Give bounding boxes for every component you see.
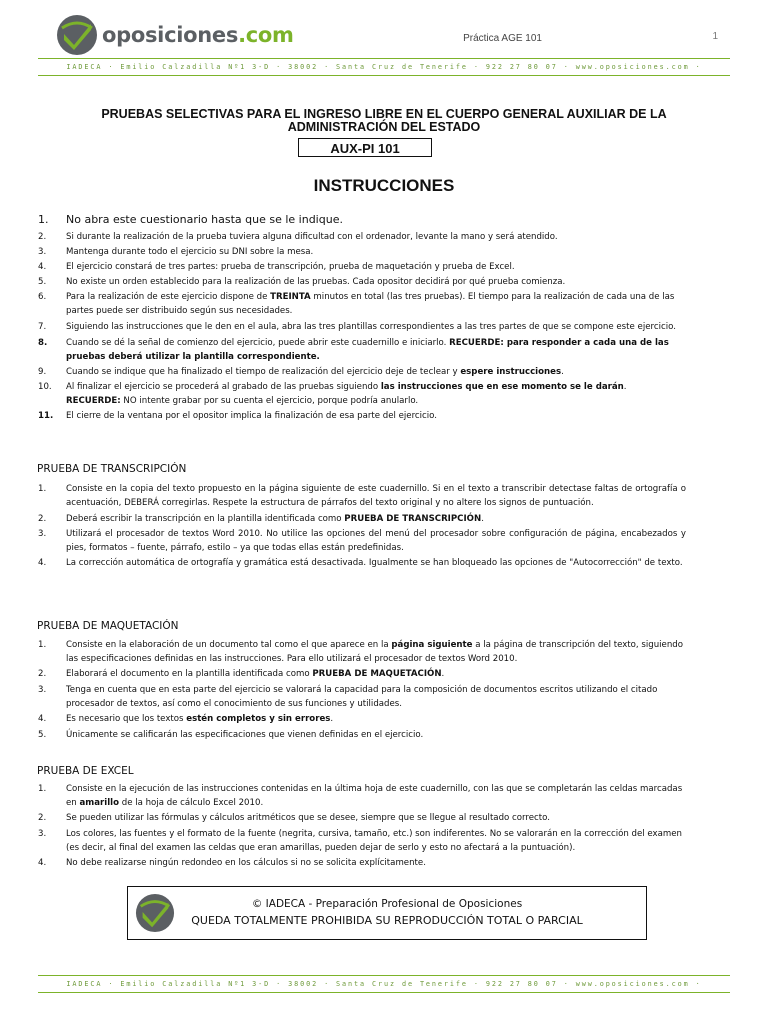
item-text-bold: RECUERDE: para responder a cada una de las pruebas deberá utilizar la plantilla correspondiente. [66,338,669,362]
instructions-list [38,212,686,423]
list-item [38,336,686,364]
item-text-part: Deberá escribir la transcripción en la plantilla identificada como [66,514,345,524]
logo-wordmark-main: oposiciones [102,23,239,47]
item-text: Únicamente se calificarán las especificaciones que vienen definidas en el ejercicio. [66,730,424,740]
item-text: Mantenga durante todo el ejercicio su DNI sobre la mesa. [66,247,314,257]
list-item [38,712,686,726]
item-text-part: minutos en total (las tres pruebas). El tiempo para la realización de cada una de las partes puede ser distribuido según sus necesidades. [66,292,675,316]
item-text: Si durante la realización de la prueba tuviera alguna dificultad con el ordenador, levante la mano y será atendido. [66,232,558,242]
header-address-bar [38,58,730,76]
item-text-bold: TREINTA [270,292,311,302]
item-text-part: . [481,514,484,524]
list-item [38,667,686,681]
excel-list [38,782,686,870]
item-text-part: Consiste en la elaboración de un documento tal como el que aparece en la [66,640,392,650]
item-number: 1. [38,213,49,226]
item-text: La corrección automática de ortografía y gramática está desactivada. Igualmente se han bloqueado las opciones de "Autocorrección" de texto. [66,558,683,568]
item-text-bold: PRUEBA DE TRANSCRIPCIÓN [344,514,482,524]
item-text-part: . [330,714,334,724]
exam-code: AUX-PI 101 [298,138,432,157]
item-number: 4. [38,558,47,568]
page-number: 1 [712,31,718,42]
logo-wordmark-suffix: .com [238,23,294,47]
item-text: Los colores, las fuentes y el formato de la fuente (negrita, cursiva, tamaño, etc.) son indiferentes. No se valorarán en la corrección del examen (es decir, al final del examen las celdas que eran amarillas, pueden dejar de serlo y esto no afectará a la puntuación). [66,829,683,853]
item-text-bold: amarillo [79,798,120,808]
item-number: 1. [38,484,47,494]
footer-address-bar [38,975,730,993]
item-text: El ejercicio constará de tres partes: prueba de transcripción, prueba de maquetación y prueba de Excel. [66,262,515,272]
item-text [66,365,686,379]
item-number: 3. [38,529,47,539]
list-item [38,275,686,289]
item-number: 4. [38,714,47,724]
item-number: 4. [38,858,47,868]
item-text-part: . [561,367,564,377]
item-text-part: Al finalizar el ejercicio se procederá al grabado de las pruebas siguiendo [66,382,381,392]
instructions-heading: INSTRUCCIONES [313,176,455,195]
list-item [38,212,686,228]
list-item [38,782,686,810]
item-text: No debe realizarse ningún redondeo en los cálculos si no se solicita explícitamente. [66,858,426,868]
section-heading-maquetacion: PRUEBA DE MAQUETACIÓN [37,620,179,632]
list-item [38,527,686,555]
maquetacion-list [38,638,686,742]
item-text-part: Consiste en la ejecución de las instrucciones contenidas en la última hoja de este cuadernillo, con las que se completarán las celdas marcadas en [66,784,683,808]
item-text [66,712,686,726]
logo-checkmark-icon [56,14,98,56]
item-text-part: Para la realización de este ejercicio dispone de [66,292,271,302]
list-item [38,512,686,526]
item-number: 8. [38,338,48,348]
item-number: 4. [38,262,47,272]
list-item [38,482,686,510]
item-text: Siguiendo las instrucciones que le den en el aula, abra las tres plantillas correspondientes a las tres partes de que se compone este ejercicio. [66,322,676,332]
item-number: 10. [38,382,52,392]
reproduction-notice: QUEDA TOTALMENTE PROHIBIDA SU REPRODUCCIÓN TOTAL O PARCIAL [191,914,583,927]
item-number: 3. [38,247,47,257]
item-text-part: Cuando se dé la señal de comienzo del ejercicio, puede abrir este cuadernillo e iniciarlo. [66,338,450,348]
item-text [66,512,686,526]
list-item [38,683,686,711]
list-item [38,290,686,318]
item-text-part: Es necesario que los textos [66,714,187,724]
list-item [38,380,686,408]
item-text-bold: espere instrucciones [460,367,562,377]
item-text-part: Elaborará el documento en la plantilla identificada como [66,669,313,679]
item-text: Consiste en la copia del texto propuesto en la página siguiente de este cuadernillo. Si en el texto a transcribir detectase faltas de ortografía o acentuación, DEBERÁ corregirlas. Respete la estructura de párrafos del texto original y no altere los signos de puntuación. [66,484,686,508]
list-item [38,230,686,244]
item-text-part: . [623,382,627,392]
item-number: 7. [38,322,47,332]
item-text: No abra este cuestionario hasta que se le indique. [66,213,343,226]
item-text-part: . [441,669,445,679]
list-item [38,365,686,379]
logo-wordmark [102,23,294,47]
item-number: 2. [38,232,47,242]
document-title: PRUEBAS SELECTIVAS PARA EL INGRESO LIBRE EN EL CUERPO GENERAL AUXILIAR DE LA ADMINISTRACIÓN DEL ESTADO [101,107,667,134]
item-number: 2. [38,813,47,823]
copyright-box [127,886,647,940]
list-item [38,320,686,334]
item-number: 2. [38,514,47,524]
item-text [66,667,686,681]
list-item [38,409,686,423]
item-text [66,638,686,666]
item-text [66,290,686,318]
list-item [38,856,686,870]
brand-logo [56,14,294,56]
item-text [66,380,686,408]
item-text [66,336,686,364]
list-item [38,827,686,855]
header-address: IADECA · Emilio Calzadilla Nº1 3-D · 38002 · Santa Cruz de Tenerife · 922 27 80 07 · www.oposiciones.com · [66,63,702,71]
item-number: 6. [38,292,47,302]
transcripcion-list [38,482,686,570]
section-heading-excel: PRUEBA DE EXCEL [37,765,134,777]
item-text-part: Cuando se indique que ha finalizado el tiempo de realización del ejercicio deje de teclear y [66,367,461,377]
item-number: 9. [38,367,47,377]
practice-label: Práctica AGE 101 [463,33,542,44]
item-number: 1. [38,640,47,650]
list-item [38,245,686,259]
item-text-bold: estén completos y sin errores [186,714,331,724]
list-item [38,811,686,825]
item-text-bold: página siguiente [391,640,473,650]
item-text-bold: PRUEBA DE MAQUETACIÓN [312,669,442,679]
item-text-part: a la página de transcripción del texto, siguiendo las especificaciones definidas en las instrucciones. Para ello utilizará el procesador de textos Word 2010. [66,640,683,664]
list-item [38,728,686,742]
item-text: El cierre de la ventana por el opositor implica la finalización de esa parte del ejercicio. [66,411,437,421]
section-heading-transcripcion: PRUEBA DE TRANSCRIPCIÓN [37,463,187,475]
item-text: No existe un orden establecido para la realización de las pruebas. Cada opositor decidirá por qué prueba comienza. [66,277,566,287]
item-text-part: NO intente grabar por su cuenta el ejercicio, porque podría anularlo. [120,396,419,406]
footer-address: IADECA · Emilio Calzadilla Nº1 3-D · 38002 · Santa Cruz de Tenerife · 922 27 80 07 · www.oposiciones.com · [66,980,702,988]
item-text: Utilizará el procesador de textos Word 2010. No utilice las opciones del menú del procesador sobre configuración de página, encabezados y pies, formatos – fuente, párrafo, estilo – ya que todas ellas están predefinidas. [66,529,686,553]
item-text [66,782,686,810]
item-text-part: de la hoja de cálculo Excel 2010. [119,798,264,808]
item-text: Tenga en cuenta que en esta parte del ejercicio se valorará la capacidad para la composición de documentos escritos utilizando el citado procesador de textos, así como el conocimiento de sus funciones y utilidades. [66,685,658,709]
list-item [38,638,686,666]
copyright-line: © IADECA - Preparación Profesional de Oposiciones [251,898,523,910]
item-text: Se pueden utilizar las fórmulas y cálculos aritméticos que se desee, siempre que se llegue al resultado correcto. [66,813,550,823]
item-number: 5. [38,277,47,287]
item-number: 2. [38,669,47,679]
item-number: 3. [38,685,47,695]
item-number: 3. [38,829,47,839]
item-number: 1. [38,784,47,794]
list-item [38,556,686,570]
item-number: 11. [38,411,54,421]
item-number: 5. [38,730,47,740]
item-text-bold: las instrucciones que en ese momento se le darán [380,382,624,392]
list-item [38,260,686,274]
item-text-bold: RECUERDE: [66,396,121,406]
